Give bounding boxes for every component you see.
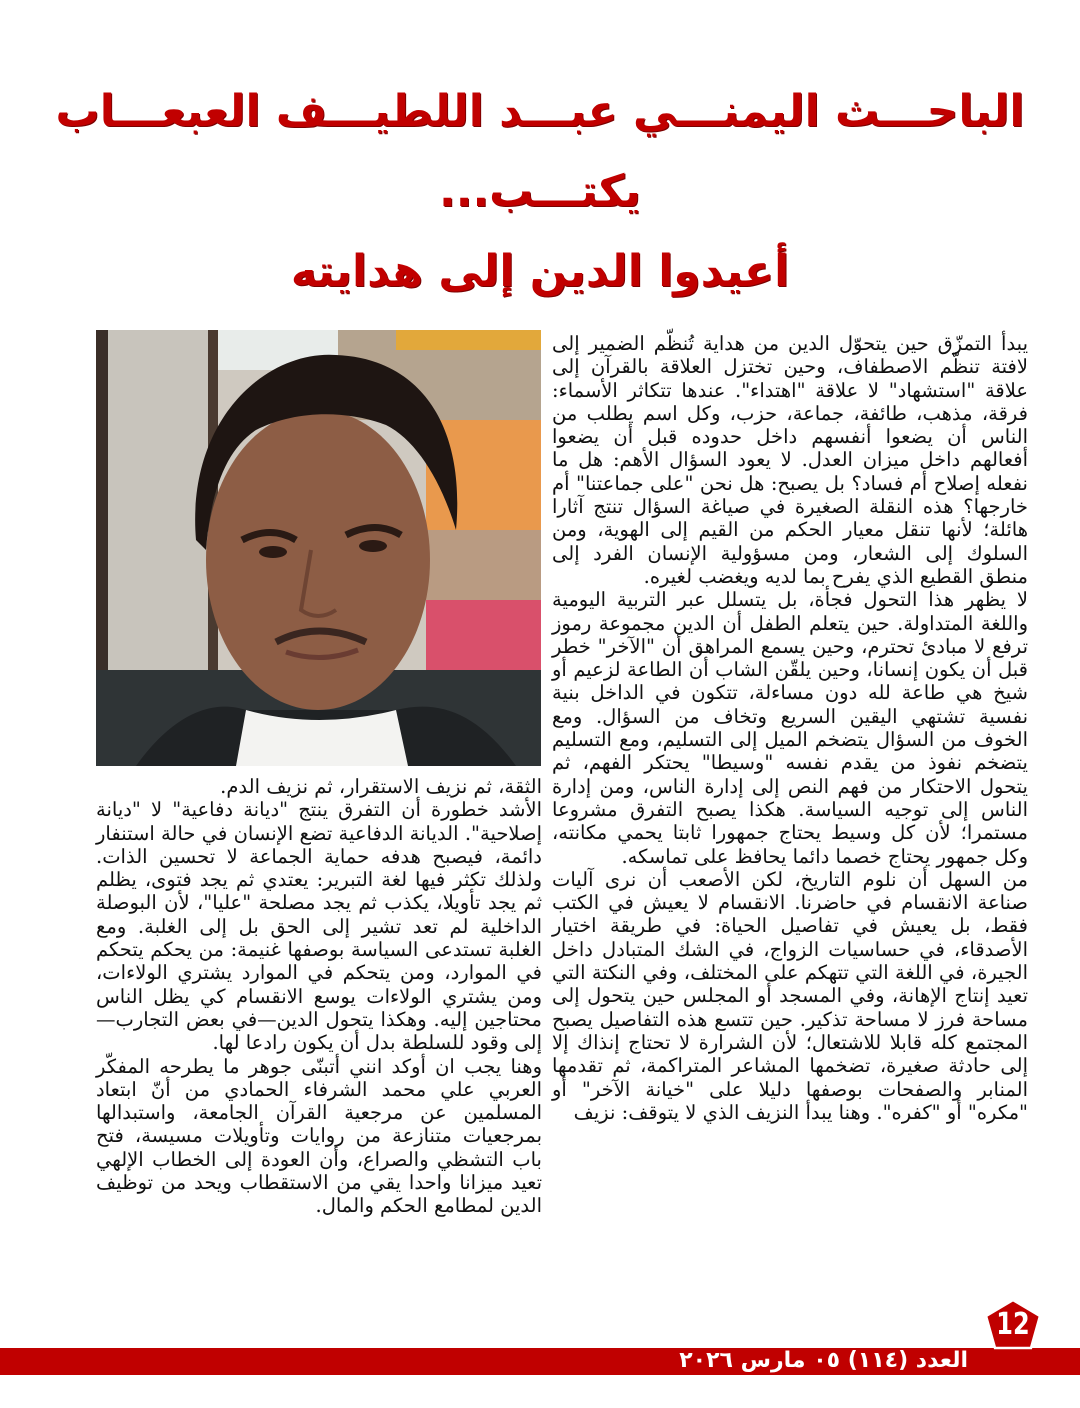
article-column-right — [552, 332, 1028, 1124]
headline-line-writes: يكتـــب... — [439, 166, 641, 217]
portrait-image — [96, 330, 541, 766]
paragraph: الثقة، ثم نزيف الاستقرار، ثم نزيف الدم. — [220, 775, 542, 798]
paragraph: الأشد خطورة أن التفرق ينتج "ديانة دفاعية" لا "ديانة إصلاحية". الديانة الدفاعية تضع الإنسان في حالة استنفار دائمة، فيصبح هدفه حماية الجماعة لا تحسين الذات. ولذلك تكثر فيها لغة التبرير: يعتدي ثم يجد فتوى، يظلم ثم يجد تأويلا، يكذب ثم يجد مصلحة "عليا"، لأن البوصلة الداخلية لم تعد تشير إلى الحق بل إلى الغلبة. ومع الغلبة تستدعى السياسة بوصفها غنيمة: من يحكم يتحكم في الموارد، ومن يتحكم في الموارد يشتري الولاءات، ومن يشتري الولاءات يوسع الانقسام كي يظل الناس محتاجين إليه. وهكذا يتحول الدين—في بعض التجارب—إلى وقود للسلطة بدل أن يكون رادعا لها. — [96, 798, 542, 1055]
paragraph: وهنا يجب ان أوكد انني أتبنّى جوهر ما يطرحه المفكّر العربي علي محمد الشرفاء الحمادي من أنّ ابتعاد المسلمين عن مرجعية القرآن الجامعة، واستبدالها بمرجعيات متنازعة من روايات وتأويلات مسيسة، فتح باب التشظي والصراع، وأن العودة إلى الخطاب الإلهي تعيد ميزانا واحدا يقي من الاستقطاب ويحد من توظيف الدين لمطامع الحكم والمال. — [96, 1054, 542, 1218]
paragraph: من السهل أن نلوم التاريخ، لكن الأصعب أن نرى آليات صناعة الانقسام في حاضرنا. الانقسام لا يعيش في الكتب فقط، بل يعيش في تفاصيل الحياة: في طريقة اختيار الأصدقاء، في حساسيات الزواج، في الشك المتبادل داخل الجيرة، في اللغة التي تتهكم على المختلف، وفي النكتة التي تعيد إنتاج الإهانة، وفي المسجد أو المجلس حين يتحول إلى مساحة فرز لا مساحة تذكير. حين تتسع هذه التفاصيل يصبح المجتمع كله قابلا للاشتعال؛ لأن الشرارة لا تحتاج إنذاك إلا إلى حادثة صغيرة، تضخمها المشاعر المتراكمة، ثم تقدمها المنابر والصفحات بوصفها دليلا على "خيانة الآخر" أو "مكره" أو "كفره". وهنا يبدأ النزيف الذي لا يتوقف: نزيف — [552, 867, 1028, 1124]
paragraph: يبدأ التمزّق حين يتحوّل الدين من هداية تُنظّم الضمير إلى لافتة تنظّم الاصطفاف، وحين تختزل العلاقة بالقرآن إلى علاقة "استشهاد" لا علاقة "اهتداء". عندها تتكاثر الأسماء: فرقة، مذهب، طائفة، جماعة، حزب، وكل اسم يطلب من الناس أن يضعوا أنفسهم داخل حدوده قبل أن يضعوا أفعالهم داخل ميزان العدل. لا يعود السؤال الأهم: هل ما نفعله إصلاح أم فساد؟ بل يصبح: هل نحن "على جماعتنا" أم خارجها؟ هذه النقلة الصغيرة في صياغة السؤال تنتج آثارا هائلة؛ لأنها تنقل معيار الحكم من القيم إلى الهوية، ومن السلوك إلى الشعار، ومن مسؤولية الإنسان الفرد إلى منطق القطيع الذي يفرح بما لديه ويغضب لغيره. — [552, 332, 1028, 588]
issue-info: العدد (١١٤) ٠٥ مارس ٢٠٢٦ — [679, 1348, 968, 1373]
headline-line-title: أعيدوا الدين إلى هدايته — [290, 246, 790, 297]
article-headline — [20, 72, 1060, 312]
headline-line-author: الباحـــث اليمنـــي عبـــد اللطيـــف العبعـــاب — [55, 86, 1025, 137]
author-photo — [96, 330, 541, 766]
page-number: 12 — [996, 1307, 1030, 1342]
paragraph: لا يظهر هذا التحول فجأة، بل يتسلل عبر التربية اليومية واللغة المتداولة. حين يتعلم الطفل أن الدين مجموعة رموز ترفع لا مبادئ تحترم، وحين يسمع المراهق أن "الآخر" خطر قبل أن يكون إنسانا، وحين يلقّن الشاب أن الطاعة لزعيم أو شيخ هي طاعة لله دون مساءلة، تتكون في الداخل بنية نفسية تشتهي اليقين السريع وتخاف من السؤال. ومع الخوف من السؤال يتضخم الميل إلى التسليم، ومع التسليم يتضخم نفوذ من يقدم نفسه "وسيطا" يحتكر الفهم، ثم يتحول الاحتكار من فهم النص إلى إدارة الناس، ومن إدارة الناس إلى توجيه السياسة. هكذا يصبح التفرق مشروعا مستمرا؛ لأن كل وسيط يحتاج جمهورا ثابتا يحمي مكانته، وكل جمهور يحتاج خصما دائما يحافظ على تماسكه. — [552, 588, 1028, 868]
article-column-left — [96, 775, 542, 1218]
